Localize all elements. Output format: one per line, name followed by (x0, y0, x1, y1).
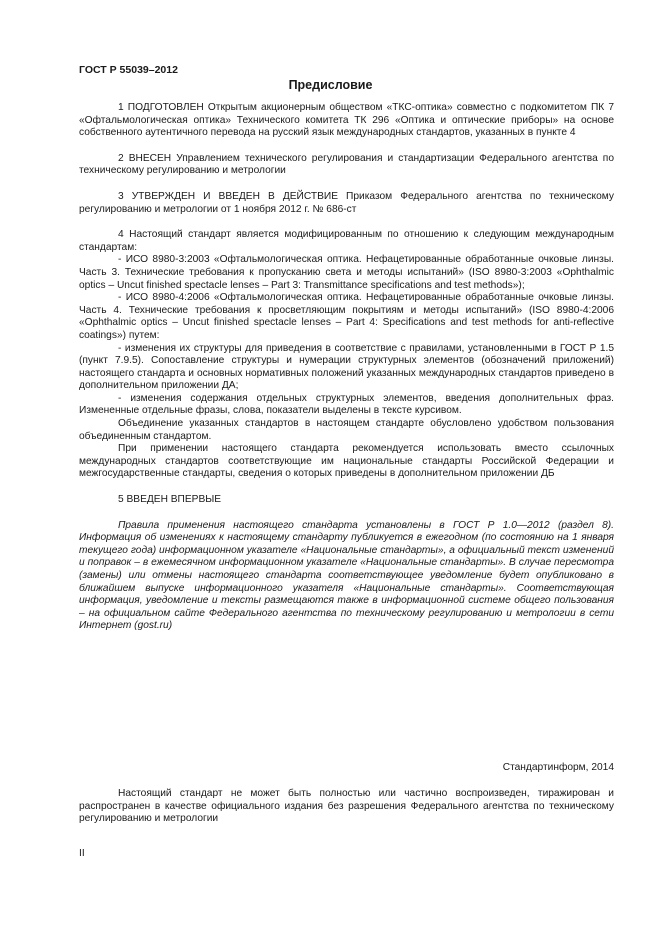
application-rules-notice: Правила применения настоящего стандарта установлены в ГОСТ Р 1.0—2012 (раздел 8). Информация об изменениях к настоящему стандарту публикуется в ежегодном (по состоянию на 1 января текущего года) информационном указателе «Национальные стандарты», а официальный текст изменений и поправок – в ежемесячном информационном указателе «Национальные стандарты». В случае пересмотра (замены) или отмены настоящего стандарта соответствующее уведомление будет опубликовано в ближайшем выпуске информационного указателя «Национальные стандарты». Соответствующая информация, уведомление и тексты размещаются также в информационной системе общего пользования – на официальном сайте Федерального агентства по техническому регулированию и метрологии в сети Интернет (gost.ru) (79, 519, 614, 632)
item-5-first-introduced: 5 ВВЕДЕН ВПЕРВЫЕ (118, 494, 222, 506)
item-4-application: При применении настоящего стандарта рекомендуется использовать вместо ссылочных международных стандартов соответствующие им национальные стандарты Российской Федерации и межгосударственные стандарты, сведения о которых приведены в дополнительном приложении ДБ (79, 443, 614, 480)
page-title: Предисловие (288, 78, 373, 92)
publisher-line: Стандартинформ, 2014 (502, 762, 614, 773)
item-2-introduced: 2 ВНЕСЕН Управлением технического регулирования и стандартизации Федерального агентства по техническому регулированию и метрологии (79, 152, 614, 177)
standard-code-header: ГОСТ Р 55039–2012 (79, 64, 178, 76)
page-number: II (79, 848, 85, 859)
item-4-change-structure: - изменения их структуры для приведения в соответствие с правилами, установленными в ГОСТ Р 1.5 (пункт 7.9.5). Сопоставление структуры и нумерации структурных элементов (обозначений приложений) настоящего стандарта и основных нормативных положений указанных международных стандартов приведено в дополнительном приложении ДА; (79, 342, 614, 392)
item-4-combination: Объединение указанных стандартов в настоящем стандарте обусловлено удобством пользования объединенным стандартом. (79, 418, 614, 442)
item-3-approved: 3 УТВЕРЖДЕН И ВВЕДЕН В ДЕЙСТВИЕ Приказом Федерального агентства по техническому регулированию и метрологии от 1 ноября 2012 г. № 686-ст (79, 190, 614, 215)
copyright-notice: Настоящий стандарт не может быть полностью или частично воспроизведен, тиражирован и распространен в качестве официального издания без разрешения Федерального агентства по техническому регулированию и метрологии (79, 788, 614, 825)
item-1-prepared: 1 ПОДГОТОВЛЕН Открытым акционерным обществом «ТКС-оптика» совместно с подкомитетом ПК 7 «Офтальмологическая оптика» Технического комитета ТК 296 «Оптика и оптические приборы» на основе собственного аутентичного перевода на русский язык международных стандартов, указанных в пункте 4 (79, 102, 614, 139)
item-4-iso-8980-3: - ИСО 8980-3:2003 «Офтальмологическая оптика. Нефацетированные обработанные очковые линзы. Часть 3. Технические требования к пропусканию света и методы испытаний» (ISO 8980-3:2003 «Ophthalmic optics – Uncut finished spectacle lenses – Part 3: Transmittance specifications and test methods»); (79, 254, 614, 291)
item-4-change-content: - изменения содержания отдельных структурных элементов, введения дополнительных фраз. Измененные отдельные фразы, слова, показатели выделены в тексте курсивом. (79, 392, 614, 417)
foreword-body (79, 102, 614, 633)
item-4-iso-8980-4: - ИСО 8980-4:2006 «Офтальмологическая оптика. Нефацетированные обработанные очковые линзы. Часть 4. Технические требования к просветляющим покрытиям и методы испытаний» (ISO 8980-4:2006 «Ophthalmic optics – Uncut finished spectacle lenses – Part 4: Specifications and test methods for anti-reflective coatings») путем: (79, 292, 614, 341)
item-4-intro: 4 Настоящий стандарт является модифицированным по отношению к следующим международным стандартам: (79, 229, 614, 253)
